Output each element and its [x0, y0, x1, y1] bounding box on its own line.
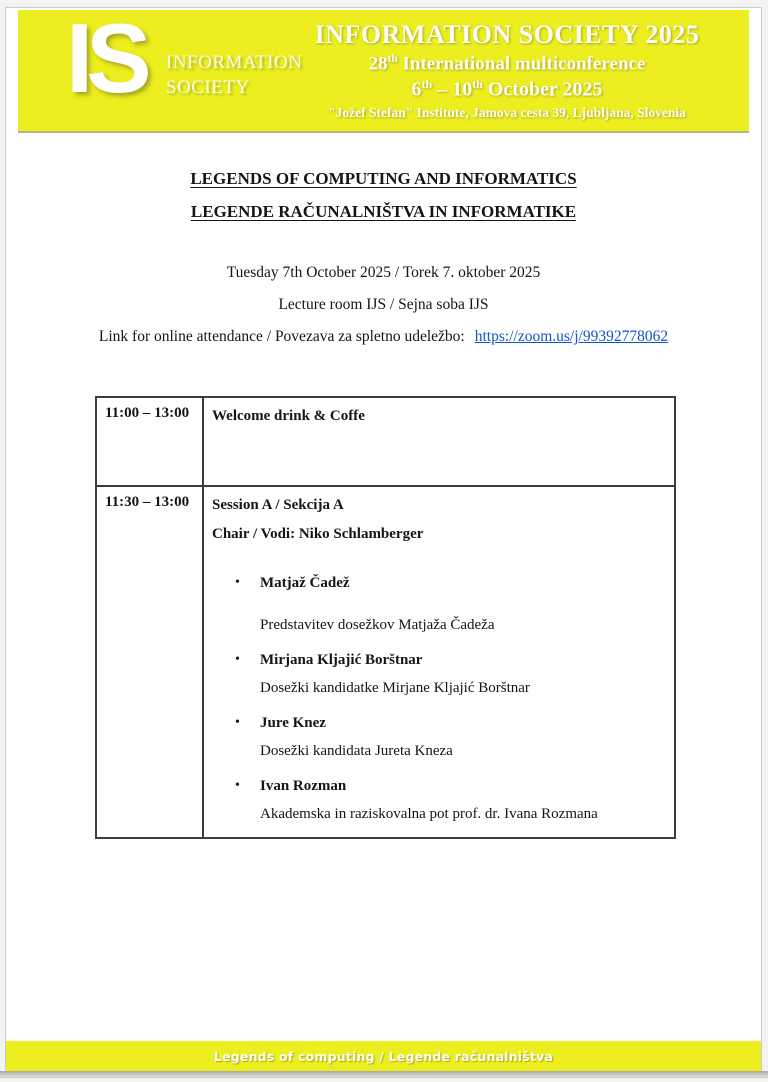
conference-header-banner [18, 3, 749, 133]
event-cell [203, 486, 675, 838]
document-page [5, 3, 762, 1071]
horizontal-scrollbar[interactable] [0, 1071, 768, 1078]
logo-word-information: INFORMATION [166, 52, 303, 73]
conference-subtitle [281, 53, 733, 75]
event-title-slovene: LEGENDE RAČUNALNIŠTVA IN INFORMATIKE [190, 202, 577, 221]
dates-end: – 10 [432, 78, 473, 101]
bullet-icon: • [235, 778, 240, 793]
speaker-topic: Akademska in raziskovalna pot prof. dr. Ivana Rozmana [260, 806, 598, 822]
event-cell [203, 397, 675, 486]
speaker-name: Ivan Rozman [260, 778, 347, 794]
list-item [212, 649, 666, 699]
table-row [96, 397, 675, 486]
speaker-topic: Dosežki kandidata Jureta Kneza [260, 743, 453, 759]
schedule-table [95, 396, 676, 839]
conference-dates [281, 77, 733, 102]
speaker-entry [260, 572, 666, 636]
conference-title: INFORMATION SOCIETY 2025 [314, 20, 700, 49]
speaker-entry [260, 775, 666, 825]
speaker-topic: Dosežki kandidatke Mirjane Kljajić Borštnar [260, 680, 530, 696]
online-attendance-line [6, 328, 761, 346]
zoom-link[interactable]: https://zoom.us/j/99392778062 [474, 328, 669, 345]
dates-month: October 2025 [482, 78, 603, 101]
dates-start-ordinal: th [421, 77, 433, 92]
event-title: Welcome drink & Coffe [212, 408, 365, 424]
bullet-icon: • [235, 575, 240, 590]
subtitle-number: 28 [368, 53, 388, 75]
is-logo: IS [66, 3, 145, 113]
conference-venue: "Jožef Stefan" Institute, Jamova cesta 39, Ljubljana, Slovenia [328, 104, 686, 120]
event-date-line: Tuesday 7th October 2025 / Torek 7. oktober 2025 [226, 264, 541, 281]
speaker-entry [260, 712, 666, 762]
event-title-english: LEGENDS OF COMPUTING AND INFORMATICS [190, 169, 577, 188]
list-item [212, 775, 666, 825]
event-room-line: Lecture room IJS / Sejna soba IJS [278, 296, 489, 313]
time-cell: 11:30 – 13:00 [96, 486, 203, 838]
speaker-topic: Predstavitev dosežkov Matjaža Čadeža [260, 617, 495, 633]
dates-end-ordinal: th [472, 77, 483, 92]
table-row [96, 486, 675, 838]
online-attendance-label: Link for online attendance / Povezava za spletno udeležbo: [98, 328, 465, 345]
session-chair: Chair / Vodi: Niko Schlamberger [212, 526, 424, 542]
session-title: Session A / Sekcija A [212, 497, 344, 513]
footer-title: Legends of computing / Legende računalništva [213, 1048, 554, 1064]
list-item [212, 712, 666, 762]
subtitle-rest: International multiconference [397, 53, 646, 75]
dates-start: 6 [411, 78, 422, 101]
bullet-icon: • [235, 652, 240, 667]
speaker-list [212, 572, 666, 825]
speaker-name: Mirjana Kljajić Borštnar [260, 652, 423, 668]
logo-word-society: SOCIETY [166, 77, 250, 98]
speaker-entry [260, 649, 666, 699]
page-footer-banner [6, 1041, 761, 1071]
conference-info-block [281, 20, 733, 121]
speaker-name: Jure Knez [260, 715, 326, 731]
speaker-name: Matjaž Čadež [260, 575, 350, 591]
subtitle-ordinal: th [387, 53, 398, 65]
list-item [212, 572, 666, 636]
time-cell: 11:00 – 13:00 [96, 397, 203, 486]
bullet-icon: • [235, 715, 240, 730]
